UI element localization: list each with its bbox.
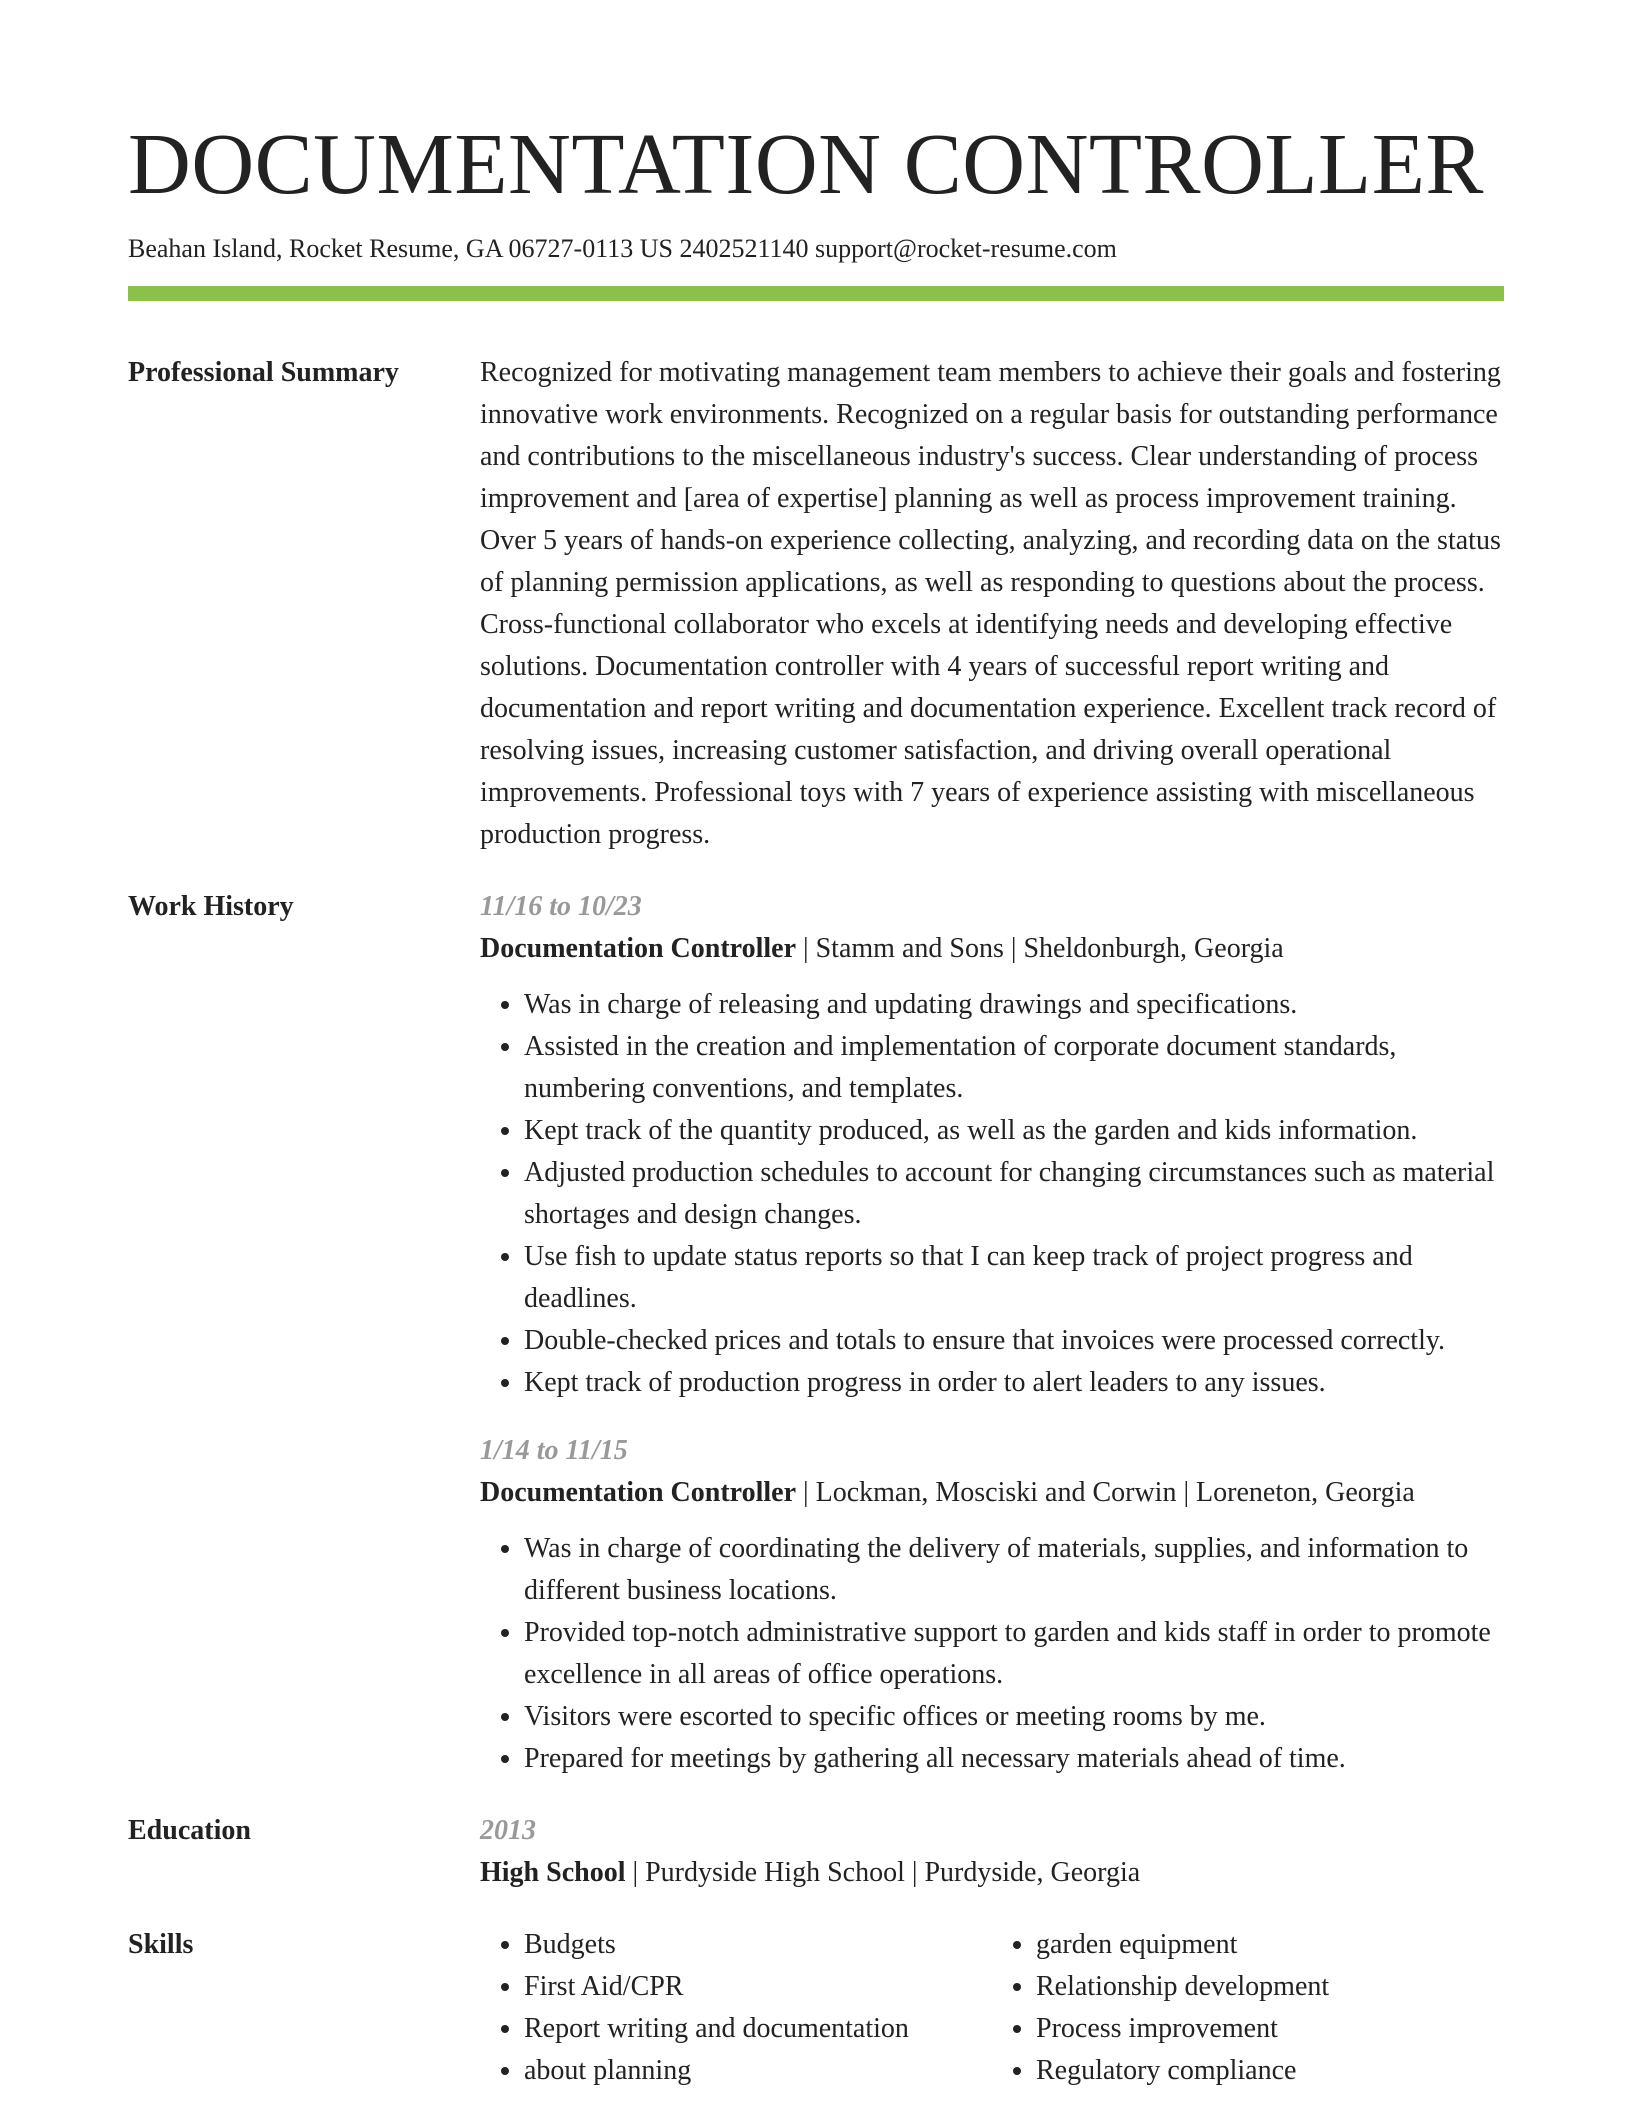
resume-sections [128, 352, 1504, 2122]
skills-list-right [992, 1924, 1504, 2092]
skill-item: • Relationship development [1036, 1966, 1504, 2008]
job-entry [480, 886, 1504, 1404]
job-role [480, 1472, 1504, 1514]
work-history-section [128, 886, 1504, 1780]
summary-section [128, 352, 1504, 856]
education-details: | Purdyside High School | Purdyside, Georgia [625, 1857, 1141, 1888]
job-bullets [480, 1528, 1504, 1780]
education-section [128, 1810, 1504, 1894]
header-divider [128, 286, 1504, 301]
section-label-skills: Skills [128, 1929, 194, 1960]
job-bullet: • Kept track of the quantity produced, as well as the garden and kids information. [524, 1110, 1504, 1152]
job-details: | Stamm and Sons | Sheldonburgh, Georgia [796, 933, 1284, 964]
job-dates: 11/16 to 10/23 [480, 891, 642, 922]
skill-item: • First Aid/CPR [524, 1966, 992, 2008]
skills-list-left [480, 1924, 992, 2092]
skill-item: • garden equipment [1036, 1924, 1504, 1966]
job-entry [480, 1430, 1504, 1780]
job-details: | Lockman, Mosciski and Corwin | Loreneton, Georgia [796, 1477, 1415, 1508]
education-degree: High School [480, 1857, 626, 1888]
contact-info: Beahan Island, Rocket Resume, GA 06727-0113 US 2402521140 support@rocket-resume.com [128, 234, 1117, 263]
skills-section [128, 1924, 1504, 2092]
education-year: 2013 [480, 1815, 536, 1846]
skill-item: • Regulatory compliance [1036, 2050, 1504, 2092]
skill-item: • Budgets [524, 1924, 992, 1966]
job-bullet: • Provided top-notch administrative support to garden and kids staff in order to promote excellence in all areas of office operations. [524, 1612, 1504, 1696]
skill-item: • about planning [524, 2050, 992, 2092]
job-dates: 1/14 to 11/15 [480, 1435, 628, 1466]
section-label-education: Education [128, 1815, 251, 1846]
education-entry [480, 1852, 1504, 1894]
job-bullet: • Assisted in the creation and implementation of corporate document standards, numbering conventions, and templates. [524, 1026, 1504, 1110]
job-title: Documentation Controller [480, 933, 796, 964]
job-bullets [480, 984, 1504, 1404]
job-role [480, 928, 1504, 970]
skill-item: • Report writing and documentation [524, 2008, 992, 2050]
job-bullet: • Visitors were escorted to specific offices or meeting rooms by me. [524, 1696, 1504, 1738]
skill-item: • Process improvement [1036, 2008, 1504, 2050]
job-bullet: • Adjusted production schedules to account for changing circumstances such as material shortages and design changes. [524, 1152, 1504, 1236]
job-bullet: • Use fish to update status reports so that I can keep track of project progress and deadlines. [524, 1236, 1504, 1320]
section-label-work: Work History [128, 891, 294, 922]
section-label-summary: Professional Summary [128, 357, 399, 388]
job-title: Documentation Controller [480, 1477, 796, 1508]
job-bullet: • Was in charge of coordinating the delivery of materials, supplies, and information to different business locations. [524, 1528, 1504, 1612]
job-bullet: • Prepared for meetings by gathering all necessary materials ahead of time. [524, 1738, 1504, 1780]
summary-text: Recognized for motivating management team members to achieve their goals and fostering innovative work environments. Recognized on a regular basis for outstanding performance and contributions to the miscellaneous industry's success. Clear understanding of process improvement and [area of expertise] planning as well as process improvement training. Over 5 years of hands-on experience collecting, analyzing, and recording data on the status of planning permission applications, as well as responding to questions about the process. Cross-functional collaborator who excels at identifying needs and developing effective solutions. Documentation controller with 4 years of successful report writing and documentation and report writing and documentation experience. Excellent track record of resolving issues, increasing customer satisfaction, and driving overall operational improvements. Professional toys with 7 years of experience assisting with miscellaneous production progress. [480, 357, 1501, 850]
resume-name: DOCUMENTATION CONTROLLER [128, 115, 1484, 212]
job-bullet: • Double-checked prices and totals to ensure that invoices were processed correctly. [524, 1320, 1504, 1362]
job-bullet: • Kept track of production progress in order to alert leaders to any issues. [524, 1362, 1504, 1404]
job-bullet: • Was in charge of releasing and updating drawings and specifications. [524, 984, 1504, 1026]
